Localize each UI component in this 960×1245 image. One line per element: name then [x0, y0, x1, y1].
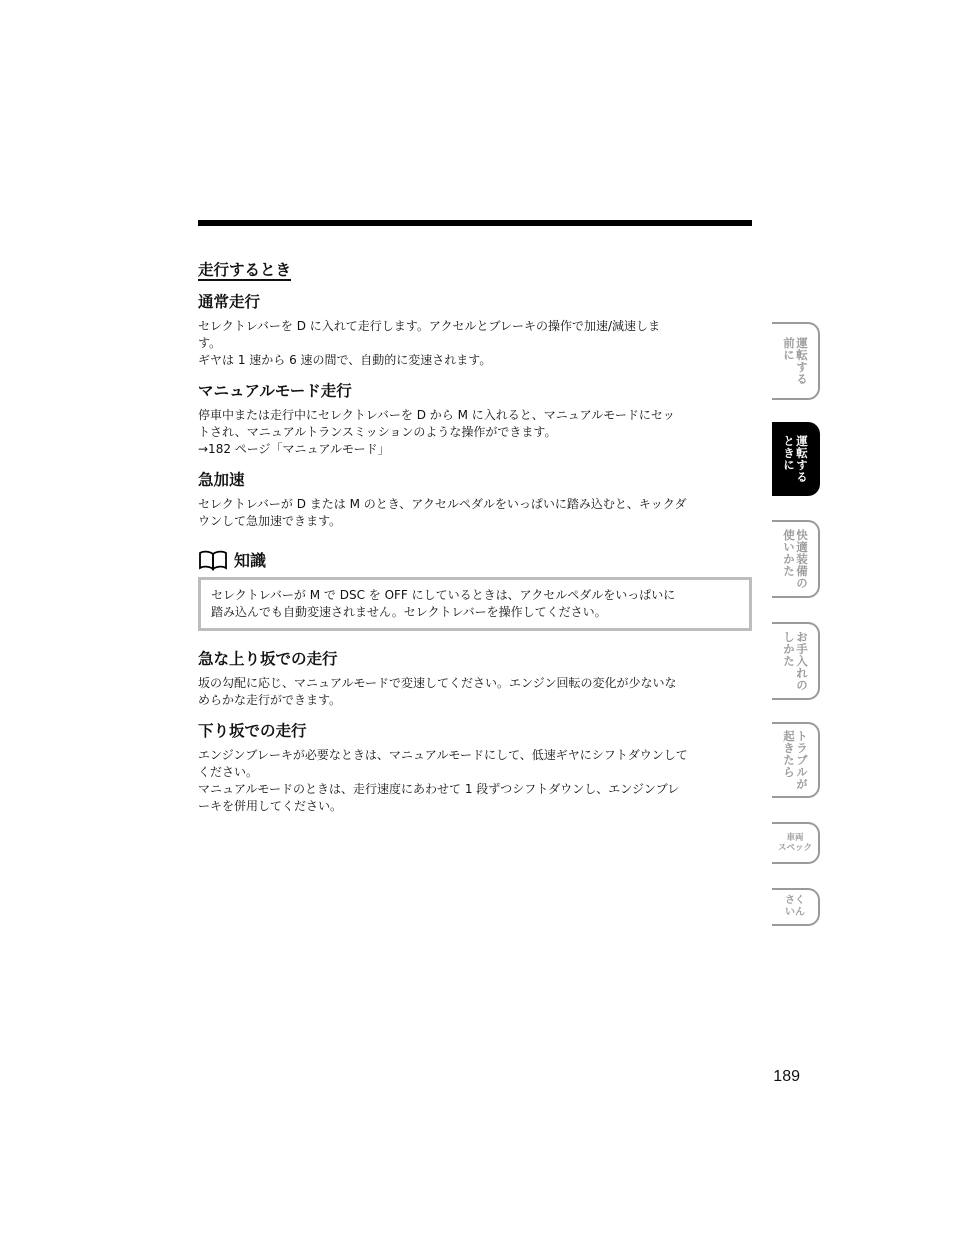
tab-label: さく いん — [785, 895, 805, 918]
heading-normal-driving: 通常走行 — [198, 293, 261, 311]
section-title: 走行するとき — [198, 261, 292, 279]
section-downhill — [198, 719, 752, 815]
page-number: 189 — [773, 1068, 800, 1085]
section-steep-uphill — [198, 647, 752, 709]
heading-downhill: 下り坂での走行 — [198, 722, 307, 740]
book-icon — [198, 549, 228, 571]
text-rapid-acceleration: セレクトレバーが D または M のとき、アクセルペダルをいっぱいに踏み込むと、キックダ ウンして急加速できます。 — [198, 497, 687, 528]
tab-index[interactable] — [772, 888, 820, 926]
tab-before-driving[interactable] — [772, 322, 820, 400]
tab-specifications[interactable] — [772, 822, 820, 864]
tab-label: 運転する ときに — [782, 435, 809, 483]
page-content — [198, 258, 752, 815]
note-label: 知識 — [234, 551, 267, 570]
text-manual-mode: 停車中または走行中にセレクトレバーを D から M に入れると、マニュアルモードにセッ トされ、マニュアルトランスミッションのような操作ができます。 →182 ページ「マニュアルモード」 — [198, 408, 675, 456]
tab-label: 運転する 前に — [782, 337, 809, 385]
section-normal-driving — [198, 290, 752, 369]
note-box: セレクトレバーが M で DSC を OFF にしているときは、アクセルペダルをいっぱいに 踏み込んでも自動変速されません。セレクトレバーを操作してください。 — [198, 577, 752, 631]
tab-label: お手入れの しかた — [782, 631, 809, 691]
section-rapid-acceleration — [198, 468, 752, 530]
text-normal-driving: セレクトレバーを D に入れて走行します。アクセルとブレーキの操作で加速/減速しま す。 ギヤは 1 速から 6 速の間で、自動的に変速されます。 — [198, 319, 661, 367]
tab-troubleshooting[interactable] — [772, 722, 820, 798]
heading-steep-uphill: 急な上り坂での走行 — [198, 650, 338, 668]
text-downhill: エンジンブレーキが必要なときは、マニュアルモードにして、低速ギヤにシフトダウンして ください。 マニュアルモードのときは、走行速度にあわせて 1 段ずつシフトダウンし、エンジンブレ ーキを併用してください。 — [198, 748, 688, 813]
section-manual-mode — [198, 379, 752, 458]
tab-comfort-equipment[interactable] — [772, 520, 820, 598]
note-header — [198, 548, 752, 571]
top-rule — [198, 220, 752, 226]
heading-rapid-acceleration: 急加速 — [198, 471, 245, 489]
tab-label: 車両 スペック — [777, 833, 812, 853]
tab-while-driving[interactable] — [772, 422, 820, 496]
tab-label: トラブルが 起きたら — [782, 730, 809, 790]
heading-manual-mode: マニュアルモード走行 — [198, 382, 352, 400]
text-steep-uphill: 坂の勾配に応じ、マニュアルモードで変速してください。エンジン回転の変化が少ないな めらかな走行ができます。 — [198, 676, 677, 707]
tab-maintenance[interactable] — [772, 622, 820, 700]
tab-label: 快適装備の 使いかた — [782, 529, 809, 589]
